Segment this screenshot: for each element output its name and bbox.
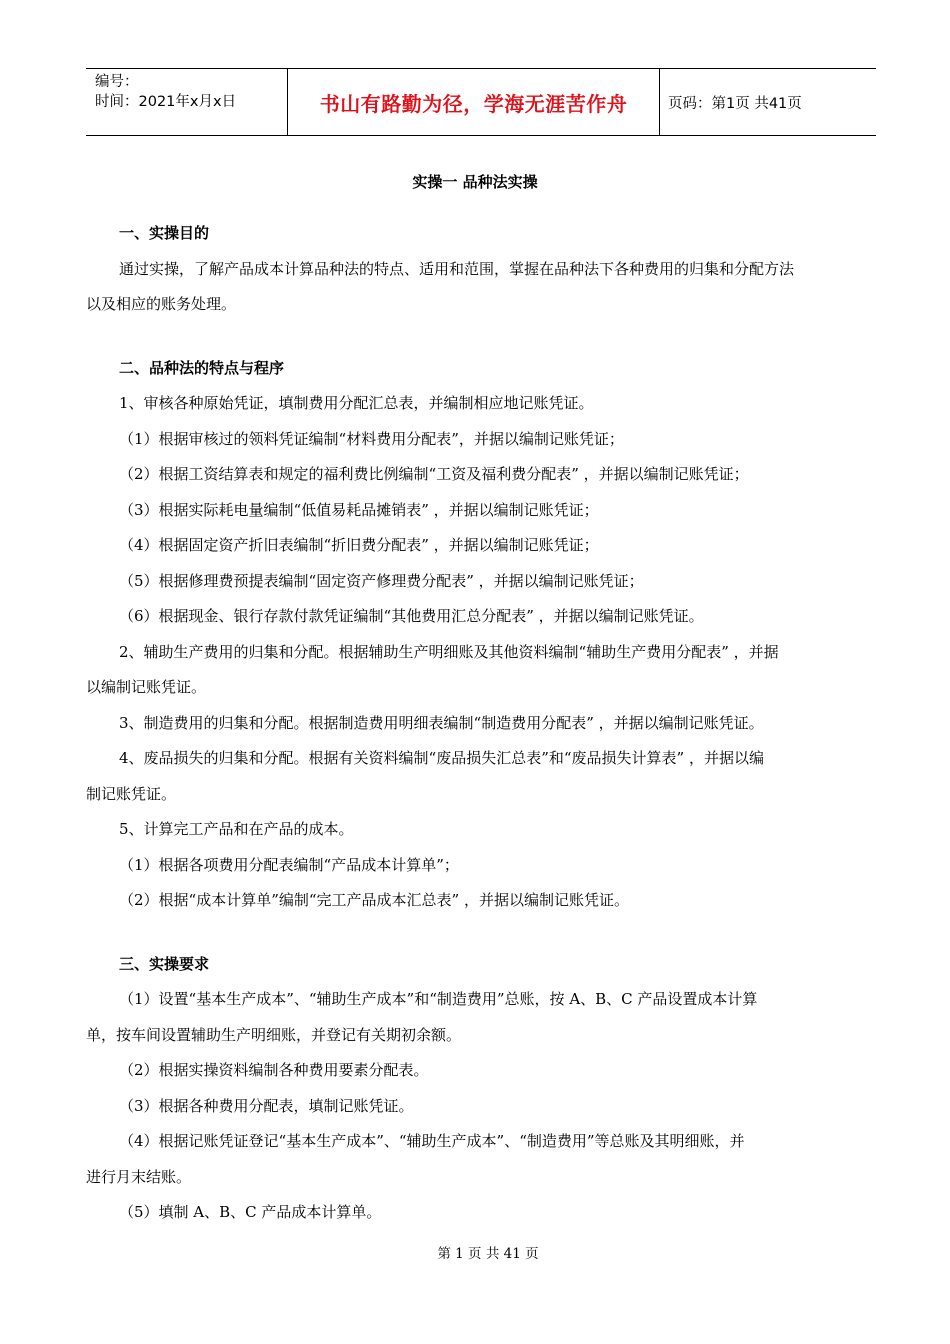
section-heading: 三、实操要求 [119, 954, 210, 973]
time-label: 时间：2021年x月x日 [95, 94, 237, 110]
paragraph-line: （5）填制 A、B、C 产品成本计算单。 [119, 1203, 382, 1221]
header-motto: 书山有路勤为径，学海无涯苦作舟 [287, 69, 660, 135]
page-footer: 第 1 页 共 41 页 [437, 1246, 539, 1262]
page-header [86, 68, 876, 136]
paragraph-line: 1、审核各种原始凭证，填制费用分配汇总表，并编制相应地记账凭证。 [119, 394, 594, 412]
document-title: 实操一 品种法实操 [412, 173, 538, 191]
paragraph-line: 4、废品损失的归集和分配。根据有关资料编制“废品损失汇总表”和“废品损失计算表” ，并据以编 [119, 749, 764, 767]
section-spacer [86, 919, 876, 947]
paragraph-line: 单，按车间设置辅助生产明细账，并登记有关期初余额。 [86, 1025, 462, 1044]
paragraph-line: 进行月末结账。 [86, 1167, 192, 1186]
paragraph-line: （4）根据记账凭证登记“基本生产成本”、“辅助生产成本”、“制造费用”等总账及其明细账，并 [119, 1132, 745, 1150]
paragraph-line: 2、辅助生产费用的归集和分配。根据辅助生产明细账及其他资料编制“辅助生产费用分配表” ，并据 [119, 642, 779, 661]
number-label: 编号： [95, 74, 139, 90]
paragraph-line: （5）根据修理费预提表编制“固定资产修理费分配表” ，并据以编制记账凭证； [119, 571, 644, 590]
paragraph-line: （1）设置“基本生产成本”、“辅助生产成本”和“制造费用”总账，按 A、B、C 产品设置成本计算 [119, 990, 758, 1008]
header-meta [86, 69, 287, 135]
paragraph-line: 制记账凭证。 [86, 784, 177, 803]
paragraph-line: （3）根据实际耗电量编制“低值易耗品摊销表” ，并据以编制记账凭证； [119, 500, 599, 519]
paragraph-line: 通过实操，了解产品成本计算品种法的特点、适用和范围，掌握在品种法下各种费用的归集和分配方法 [119, 259, 795, 278]
paragraph-line: 3、制造费用的归集和分配。根据制造费用明细表编制“制造费用分配表” ，并据以编制记账凭证。 [119, 713, 764, 732]
paragraph-line: （2）根据工资结算表和规定的福利费比例编制“工资及福利费分配表” ，并据以编制记账凭证； [119, 465, 749, 483]
paragraph-line: （3）根据各种费用分配表，填制记账凭证。 [119, 1096, 414, 1115]
section-heading: 一、实操目的 [119, 224, 210, 242]
paragraph-line: （1）根据各项费用分配表编制“产品成本计算单”； [119, 855, 459, 874]
paragraph-line: 5、计算完工产品和在产品的成本。 [119, 820, 354, 838]
paragraph-line: （6）根据现金、银行存款付款凭证编制“其他费用汇总分配表” ，并据以编制记账凭证。 [119, 607, 704, 625]
paragraph-line: 以及相应的账务处理。 [86, 295, 237, 313]
paragraph-line: （2）根据“成本计算单”编制“完工产品成本汇总表” ，并据以编制记账凭证。 [119, 891, 629, 909]
paragraph-line: 以编制记账凭证。 [86, 678, 207, 696]
section-heading: 二、品种法的特点与程序 [119, 358, 285, 377]
section-spacer [86, 323, 876, 351]
paragraph-line: （2）根据实操资料编制各种费用要素分配表。 [119, 1061, 429, 1079]
paragraph-line: （4）根据固定资产折旧表编制“折旧费分配表” ，并据以编制记账凭证； [119, 536, 599, 554]
document-body [86, 216, 876, 1231]
header-page-label: 页码：第1页 共41页 [668, 95, 802, 112]
paragraph-line: （1）根据审核过的领料凭证编制“材料费用分配表”，并据以编制记账凭证； [119, 429, 624, 448]
